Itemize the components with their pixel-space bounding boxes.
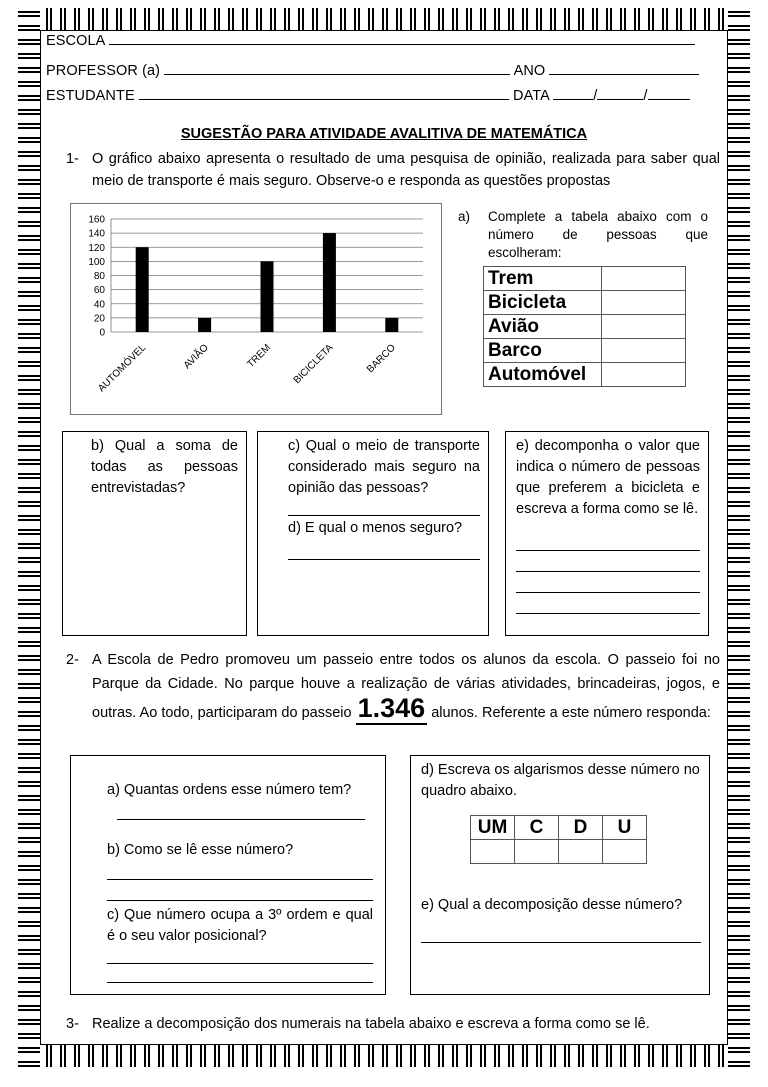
answer-line[interactable]	[107, 982, 373, 983]
answer-line[interactable]	[107, 900, 373, 901]
question-2a-text: a) Quantas ordens esse número tem?	[107, 782, 352, 798]
participants-number: 1.346	[357, 693, 426, 723]
table-row	[484, 267, 686, 291]
question-1	[66, 148, 720, 192]
answer-line[interactable]	[516, 613, 700, 614]
question-3-text: Realize a decomposição dos numerais na tabela abaixo e escreva a forma como se lê.	[92, 1016, 650, 1032]
question-1e-text: e) decomponha o valor que indica o número de pessoas que preferem a bicicleta e escreva a forma como se lê.	[516, 438, 700, 517]
page-border-right	[728, 8, 750, 1067]
answer-cell[interactable]	[515, 840, 559, 864]
question-2d-text: d) Escreva os algarismos desse número no quadro abaixo.	[421, 762, 700, 799]
question-2de-box	[410, 755, 710, 995]
x-tick-label: BICICLETA	[291, 342, 336, 387]
question-3	[66, 1013, 720, 1035]
question-2b-text: b) Como se lê esse número?	[107, 842, 294, 858]
y-tick-label: 20	[93, 313, 105, 325]
y-tick-label: 100	[88, 256, 105, 268]
question-2c-text: c) Que número ocupa a 3º ordem e qual é o seu valor posicional?	[107, 907, 373, 944]
escola-line	[46, 33, 695, 49]
bar	[385, 318, 398, 332]
table-row-label: Automóvel	[484, 363, 602, 387]
answer-cell[interactable]	[602, 267, 686, 291]
table-row-label: Barco	[484, 339, 602, 363]
transport-bar-chart	[70, 203, 442, 415]
place-value-header-row	[471, 816, 647, 840]
page-title: SUGESTÃO PARA ATIVIDADE AVALITIVA DE MATEMÁTICA	[180, 126, 588, 142]
estudante-line	[46, 88, 690, 104]
question-2-text	[92, 648, 720, 725]
question-2-text-before: A Escola de Pedro promoveu um passeio entre todos os alunos da escola. O passeio foi no Parque da Cidade. No parque houve a realização de várias atividades, brincadeiras, jogos, e outras. Ao todo, participaram do passeio	[92, 652, 720, 721]
estudante-label: ESTUDANTE	[46, 88, 135, 104]
question-2e-text: e) Qual a decomposição desse número?	[421, 897, 683, 913]
bar	[136, 247, 149, 332]
answer-cell[interactable]	[471, 840, 515, 864]
answer-line[interactable]	[107, 879, 373, 880]
answer-cell[interactable]	[602, 363, 686, 387]
y-tick-label: 160	[88, 214, 105, 226]
table-row	[484, 363, 686, 387]
chart-canvas	[71, 204, 443, 416]
answer-cell[interactable]	[602, 315, 686, 339]
question-1a-label: a)	[458, 209, 471, 224]
escola-label: ESCOLA	[46, 33, 105, 49]
y-tick-label: 40	[93, 299, 105, 311]
page-border-top	[18, 8, 750, 30]
answer-line[interactable]	[516, 571, 700, 572]
question-2-text-after: alunos. Referente a este número responda:	[431, 705, 711, 721]
x-tick-label: BARCO	[364, 342, 398, 376]
answer-line[interactable]	[516, 592, 700, 593]
answer-cell[interactable]	[602, 339, 686, 363]
y-tick-label: 60	[93, 285, 105, 297]
ano-label: ANO	[513, 63, 546, 79]
x-tick-label: AUTOMÓVEL	[96, 342, 149, 395]
place-value-table	[470, 815, 647, 864]
table-row-label: Avião	[484, 315, 602, 339]
question-1e-box	[505, 431, 709, 636]
table-row	[484, 291, 686, 315]
answer-cell[interactable]	[559, 840, 603, 864]
answer-line[interactable]	[117, 819, 365, 820]
place-header-d: D	[559, 816, 603, 840]
bar	[323, 233, 336, 332]
bar	[261, 261, 274, 332]
date-separator-1: /	[593, 88, 598, 104]
answer-line[interactable]	[288, 515, 480, 516]
question-1b-box	[62, 431, 247, 636]
question-1d-text: d) E qual o menos seguro?	[288, 520, 463, 536]
question-1a	[458, 208, 708, 262]
question-1-number: 1-	[66, 151, 79, 167]
page-border-bottom	[18, 1045, 750, 1067]
question-2abc-box	[70, 755, 386, 995]
question-2	[66, 648, 720, 725]
x-tick-label: TREM	[245, 342, 274, 371]
y-tick-label: 140	[88, 228, 105, 240]
page-border-left	[18, 8, 40, 1067]
question-1b-text: b) Qual a soma de todas as pessoas entrevistadas?	[91, 438, 238, 496]
place-header-um: UM	[471, 816, 515, 840]
place-value-answer-row	[471, 840, 647, 864]
answer-line[interactable]	[516, 550, 700, 551]
question-1cd-box	[257, 431, 489, 636]
y-tick-label: 120	[88, 242, 105, 254]
table-row	[484, 339, 686, 363]
y-tick-label: 80	[93, 271, 105, 282]
table-row	[484, 315, 686, 339]
table-row-label: Bicicleta	[484, 291, 602, 315]
x-tick-label: AVIÃO	[181, 342, 211, 372]
date-separator-2: /	[643, 88, 648, 104]
answer-cell[interactable]	[603, 840, 647, 864]
question-3-number: 3-	[66, 1016, 79, 1032]
answer-line[interactable]	[288, 559, 480, 560]
data-label: DATA	[513, 88, 550, 104]
question-2-number: 2-	[66, 652, 79, 668]
question-1a-text: Complete a tabela abaixo com o número de pessoas que escolheram:	[488, 209, 708, 260]
y-tick-label: 0	[99, 327, 105, 339]
answer-cell[interactable]	[602, 291, 686, 315]
bar	[198, 318, 211, 332]
transport-answer-table	[483, 266, 686, 387]
question-1-text: O gráfico abaixo apresenta o resultado de uma pesquisa de opinião, realizada para saber qual meio de transporte é mais seguro. Observe-o e responda as questões propostas	[92, 151, 720, 189]
place-header-c: C	[515, 816, 559, 840]
answer-line[interactable]	[421, 942, 701, 943]
professor-line	[46, 63, 699, 79]
professor-label: PROFESSOR (a)	[46, 63, 161, 79]
table-row-label: Trem	[484, 267, 602, 291]
place-header-u: U	[603, 816, 647, 840]
question-1c-text: c) Qual o meio de transporte considerado mais seguro na opinião das pessoas?	[288, 438, 480, 496]
answer-line[interactable]	[107, 963, 373, 964]
